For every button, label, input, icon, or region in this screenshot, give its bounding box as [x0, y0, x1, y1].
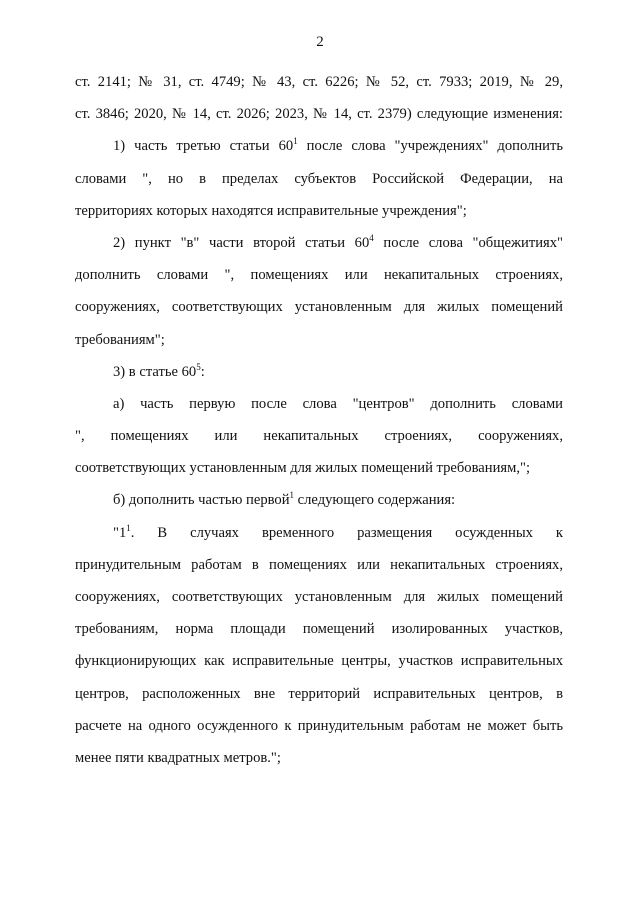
text-line: ст. 2141; № 31, ст. 4749; № 43, ст. 6226; № 52, ст. 7933; 2019, № 29,	[75, 74, 563, 90]
text-line: сооружениях, соответствующих установленным для жилых помещений	[75, 299, 563, 316]
text-line: территориях которых находятся исправительные учреждения";	[75, 202, 467, 219]
text-line: ст. 3846; 2020, № 14, ст. 2026; 2023, № 14, ст. 2379) следующие изменения:	[75, 106, 563, 123]
text-line: словами ", но в пределах субъектов Российской Федерации, на	[75, 170, 563, 187]
document-body	[75, 66, 563, 774]
page-number: 2	[316, 34, 324, 50]
superscript: 1	[289, 490, 295, 501]
text-line: дополнить словами ", помещениях или некапитальных строениях,	[75, 267, 563, 284]
text-line: ", помещениях или некапитальных строениях, сооружениях,	[75, 428, 563, 445]
text-line: принудительным работам в помещениях или некапитальных строениях,	[75, 556, 563, 573]
text-line: "$1^1$. В случаях временного размещения осужденных к	[113, 522, 563, 541]
text-line: менее пяти квадратных метров.";	[75, 749, 281, 766]
text-line: 2) пункт "в" части второй статьи $60^4$ после слова "общежитиях"	[113, 232, 563, 251]
text-line: расчете на одного осужденного к принудительным работам не может быть	[75, 717, 563, 734]
superscript: 5	[196, 361, 201, 372]
text-line: а) часть первую после слова "центров" дополнить словами	[113, 395, 563, 412]
text-line: б) дополнить частью первой$^1$ следующего содержания:	[113, 490, 456, 509]
text-line: 3) в статье $60^5$:	[113, 361, 205, 380]
superscript: 4	[369, 232, 374, 243]
text-line: требованиям";	[75, 331, 165, 348]
text-line: сооружениях, соответствующих установленным для жилых помещений	[75, 589, 563, 605]
text-line: соответствующих установленным для жилых помещений требованиям,";	[75, 460, 530, 477]
text-line: функционирующих как исправительные центры, участков исправительных	[75, 653, 563, 670]
text-line: 1) часть третью статьи $60^1$ после слова "учреждениях" дополнить	[113, 136, 563, 155]
superscript: 1	[293, 136, 298, 147]
text-line: требованиям, норма площади помещений изолированных участков,	[75, 621, 563, 638]
text-line: центров, расположенных вне территорий исправительных центров, в	[75, 685, 563, 702]
superscript: 1	[126, 522, 131, 533]
